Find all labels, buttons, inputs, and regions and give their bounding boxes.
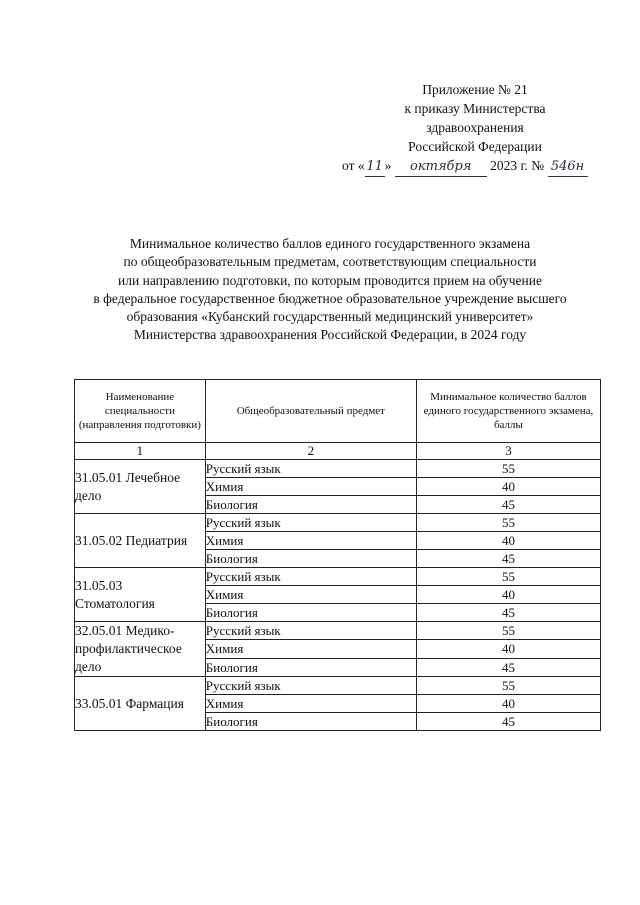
subject-cell: Химия (205, 532, 416, 550)
order-date-line (340, 156, 610, 177)
specialty-cell: 33.05.01 Фармация (75, 677, 206, 731)
score-cell: 55 (416, 460, 600, 478)
table-row (75, 568, 601, 586)
table-row (75, 514, 601, 532)
subject-cell: Биология (205, 496, 416, 514)
header-min-score: Минимальное количество баллов единого государственного экзамена, баллы (416, 380, 600, 443)
title-line: в федеральное государственное бюджетное образовательное учреждение высшего (93, 290, 567, 306)
subject-cell: Русский язык (205, 514, 416, 532)
title-line: Министерства здравоохранения Российской Федерации, в 2024 году (133, 327, 527, 343)
table-row (75, 622, 601, 640)
score-cell: 45 (416, 496, 600, 514)
order-number: 546н (548, 157, 588, 177)
specialty-cell: 32.05.01 Медико-профилактическое дело (75, 622, 206, 677)
order-month: октября (395, 157, 487, 177)
appendix-ministry: здравоохранения (426, 120, 524, 135)
column-number: 3 (416, 443, 600, 460)
score-cell: 40 (416, 640, 600, 658)
specialty-cell: 31.05.02 Педиатрия (75, 514, 206, 568)
specialty-cell: 31.05.01 Лечебное дело (75, 460, 206, 514)
score-cell: 40 (416, 532, 600, 550)
score-cell: 55 (416, 622, 600, 640)
specialty-cell: 31.05.03 Стоматология (75, 568, 206, 622)
column-number: 1 (75, 443, 206, 460)
table-body (75, 443, 601, 731)
subject-cell: Химия (205, 478, 416, 496)
column-number: 2 (205, 443, 416, 460)
table-row (75, 460, 601, 478)
score-cell: 55 (416, 568, 600, 586)
subject-cell: Русский язык (205, 460, 416, 478)
appendix-order-ref: к приказу Министерства (404, 101, 546, 116)
document-title (70, 235, 590, 345)
subject-cell: Биология (205, 604, 416, 622)
header-subject: Общеобразовательный предмет (205, 380, 416, 443)
scores-table (74, 379, 601, 731)
title-line: образования «Кубанский государственный медицинский университет» (126, 309, 534, 325)
subject-cell: Русский язык (205, 568, 416, 586)
score-cell: 45 (416, 604, 600, 622)
score-cell: 40 (416, 478, 600, 496)
subject-cell: Русский язык (205, 622, 416, 640)
subject-cell: Химия (205, 586, 416, 604)
appendix-country: Российской Федерации (408, 139, 542, 154)
title-line: Минимальное количество баллов единого государственного экзамена (129, 236, 531, 251)
score-cell: 45 (416, 658, 600, 676)
subject-cell: Русский язык (205, 677, 416, 695)
score-cell: 55 (416, 677, 600, 695)
appendix-number: Приложение № 21 (422, 82, 528, 97)
subject-cell: Химия (205, 695, 416, 713)
title-line: или направлению подготовки, по которым проводится прием на обучение (118, 272, 542, 288)
score-cell: 40 (416, 586, 600, 604)
order-year-label: 2023 г. № (490, 158, 545, 173)
order-quote-close: » (384, 158, 392, 173)
order-from-label: от « (342, 158, 365, 173)
subject-cell: Биология (205, 550, 416, 568)
score-cell: 45 (416, 550, 600, 568)
table-header-row (75, 380, 601, 443)
order-day: 11 (365, 157, 385, 177)
title-line: по общеобразовательным предметам, соответствующим специальности (123, 254, 537, 270)
column-number-row (75, 443, 601, 460)
score-cell: 45 (416, 713, 600, 731)
score-cell: 55 (416, 514, 600, 532)
subject-cell: Биология (205, 658, 416, 676)
subject-cell: Химия (205, 640, 416, 658)
appendix-header (340, 80, 610, 177)
table-row (75, 677, 601, 695)
subject-cell: Биология (205, 713, 416, 731)
score-cell: 40 (416, 695, 600, 713)
header-specialty: Наименование специальности (направления подготовки) (75, 380, 206, 443)
